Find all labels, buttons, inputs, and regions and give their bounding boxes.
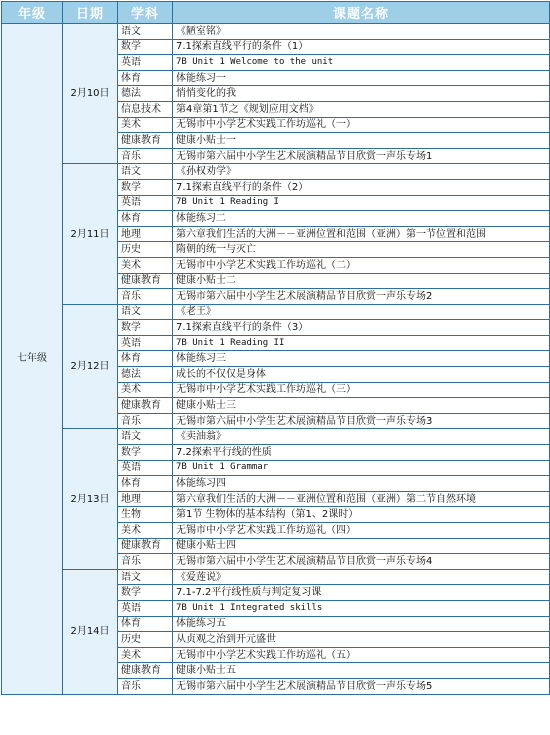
topic-cell: 成长的不仅仅是身体 bbox=[173, 367, 550, 383]
topic-cell: 第4章第1节之《规划应用文档》 bbox=[173, 101, 550, 117]
topic-cell: 体能练习四 bbox=[173, 476, 550, 492]
topic-cell: 从贞观之治到开元盛世 bbox=[173, 632, 550, 648]
subject-cell: 健康教育 bbox=[118, 663, 173, 679]
subject-cell: 健康教育 bbox=[118, 273, 173, 289]
subject-cell: 音乐 bbox=[118, 289, 173, 305]
table-row bbox=[2, 569, 550, 585]
topic-cell: 《爱莲说》 bbox=[173, 569, 550, 585]
subject-cell: 体育 bbox=[118, 351, 173, 367]
topic-cell: 健康小贴士二 bbox=[173, 273, 550, 289]
topic-cell: 体能练习三 bbox=[173, 351, 550, 367]
header-row bbox=[2, 2, 550, 24]
subject-cell: 健康教育 bbox=[118, 398, 173, 414]
subject-cell: 语文 bbox=[118, 429, 173, 445]
table-row bbox=[2, 429, 550, 445]
date-cell: 2月13日 bbox=[63, 429, 118, 569]
subject-cell: 美术 bbox=[118, 523, 173, 539]
topic-cell: 健康小贴士五 bbox=[173, 663, 550, 679]
subject-cell: 德法 bbox=[118, 367, 173, 383]
grade-cell: 七年级 bbox=[2, 24, 63, 695]
subject-cell: 英语 bbox=[118, 460, 173, 476]
topic-cell: 7.1探索直线平行的条件（3） bbox=[173, 320, 550, 336]
subject-cell: 地理 bbox=[118, 226, 173, 242]
topic-cell: 无锡市第六届中小学生艺术展演精品节目欣赏一声乐专场5 bbox=[173, 678, 550, 694]
subject-cell: 美术 bbox=[118, 117, 173, 133]
header-date: 日期 bbox=[63, 2, 118, 24]
topic-cell: 7B Unit 1 Welcome to the unit bbox=[173, 55, 550, 71]
subject-cell: 英语 bbox=[118, 600, 173, 616]
subject-cell: 美术 bbox=[118, 382, 173, 398]
subject-cell: 地理 bbox=[118, 491, 173, 507]
date-cell: 2月10日 bbox=[63, 24, 118, 164]
topic-cell: 《卖油翁》 bbox=[173, 429, 550, 445]
header-subject: 学科 bbox=[118, 2, 173, 24]
subject-cell: 音乐 bbox=[118, 413, 173, 429]
topic-cell: 无锡市中小学艺术实践工作坊巡礼（五） bbox=[173, 647, 550, 663]
subject-cell: 美术 bbox=[118, 257, 173, 273]
topic-cell: 无锡市中小学艺术实践工作坊巡礼（三） bbox=[173, 382, 550, 398]
subject-cell: 英语 bbox=[118, 55, 173, 71]
subject-cell: 数学 bbox=[118, 179, 173, 195]
topic-cell: 隋朝的统一与灭亡 bbox=[173, 242, 550, 258]
subject-cell: 体育 bbox=[118, 211, 173, 227]
topic-cell: 7B Unit 1 Reading II bbox=[173, 335, 550, 351]
subject-cell: 体育 bbox=[118, 616, 173, 632]
date-cell: 2月14日 bbox=[63, 569, 118, 694]
topic-cell: 无锡市第六届中小学生艺术展演精品节目欣赏一声乐专场4 bbox=[173, 554, 550, 570]
table-row bbox=[2, 24, 550, 40]
topic-cell: 悄悄变化的我 bbox=[173, 86, 550, 102]
topic-cell: 《老王》 bbox=[173, 304, 550, 320]
topic-cell: 无锡市第六届中小学生艺术展演精品节目欣赏一声乐专场2 bbox=[173, 289, 550, 305]
topic-cell: 无锡市第六届中小学生艺术展演精品节目欣赏一声乐专场1 bbox=[173, 148, 550, 164]
subject-cell: 音乐 bbox=[118, 678, 173, 694]
schedule-body bbox=[2, 24, 550, 695]
header-topic: 课题名称 bbox=[173, 2, 550, 24]
subject-cell: 音乐 bbox=[118, 554, 173, 570]
topic-cell: 无锡市第六届中小学生艺术展演精品节目欣赏一声乐专场3 bbox=[173, 413, 550, 429]
subject-cell: 数学 bbox=[118, 585, 173, 601]
subject-cell: 德法 bbox=[118, 86, 173, 102]
subject-cell: 健康教育 bbox=[118, 538, 173, 554]
topic-cell: 第六章我们生活的大洲－－亚洲位置和范围（亚洲）第一节位置和范围 bbox=[173, 226, 550, 242]
topic-cell: 《陋室铭》 bbox=[173, 24, 550, 40]
subject-cell: 美术 bbox=[118, 647, 173, 663]
schedule-table bbox=[1, 1, 550, 695]
topic-cell: 《孙权劝学》 bbox=[173, 164, 550, 180]
topic-cell: 健康小贴士三 bbox=[173, 398, 550, 414]
subject-cell: 数学 bbox=[118, 39, 173, 55]
topic-cell: 无锡市中小学艺术实践工作坊巡礼（四） bbox=[173, 523, 550, 539]
subject-cell: 音乐 bbox=[118, 148, 173, 164]
subject-cell: 语文 bbox=[118, 569, 173, 585]
subject-cell: 信息技术 bbox=[118, 101, 173, 117]
subject-cell: 生物 bbox=[118, 507, 173, 523]
subject-cell: 英语 bbox=[118, 195, 173, 211]
topic-cell: 无锡市中小学艺术实践工作坊巡礼（一） bbox=[173, 117, 550, 133]
subject-cell: 英语 bbox=[118, 335, 173, 351]
subject-cell: 体育 bbox=[118, 476, 173, 492]
topic-cell: 第1节 生物体的基本结构（第1、2课时） bbox=[173, 507, 550, 523]
topic-cell: 7.1探索直线平行的条件（1） bbox=[173, 39, 550, 55]
topic-cell: 7B Unit 1 Integrated skills bbox=[173, 600, 550, 616]
subject-cell: 语文 bbox=[118, 164, 173, 180]
subject-cell: 历史 bbox=[118, 632, 173, 648]
topic-cell: 7B Unit 1 Grammar bbox=[173, 460, 550, 476]
date-cell: 2月11日 bbox=[63, 164, 118, 304]
subject-cell: 语文 bbox=[118, 24, 173, 40]
subject-cell: 体育 bbox=[118, 70, 173, 86]
topic-cell: 健康小贴士四 bbox=[173, 538, 550, 554]
topic-cell: 7.1-7.2平行线性质与判定复习课 bbox=[173, 585, 550, 601]
topic-cell: 体能练习五 bbox=[173, 616, 550, 632]
topic-cell: 无锡市中小学艺术实践工作坊巡礼（二） bbox=[173, 257, 550, 273]
subject-cell: 健康教育 bbox=[118, 133, 173, 149]
topic-cell: 体能练习一 bbox=[173, 70, 550, 86]
subject-cell: 语文 bbox=[118, 304, 173, 320]
topic-cell: 7B Unit 1 Reading I bbox=[173, 195, 550, 211]
subject-cell: 历史 bbox=[118, 242, 173, 258]
topic-cell: 体能练习二 bbox=[173, 211, 550, 227]
topic-cell: 7.1探索直线平行的条件（2） bbox=[173, 179, 550, 195]
header-grade: 年级 bbox=[2, 2, 63, 24]
topic-cell: 健康小贴士一 bbox=[173, 133, 550, 149]
subject-cell: 数学 bbox=[118, 445, 173, 461]
topic-cell: 第六章我们生活的大洲－－亚洲位置和范围（亚洲）第二节自然环境 bbox=[173, 491, 550, 507]
table-row bbox=[2, 164, 550, 180]
date-cell: 2月12日 bbox=[63, 304, 118, 429]
subject-cell: 数学 bbox=[118, 320, 173, 336]
table-row bbox=[2, 304, 550, 320]
topic-cell: 7.2探索平行线的性质 bbox=[173, 445, 550, 461]
